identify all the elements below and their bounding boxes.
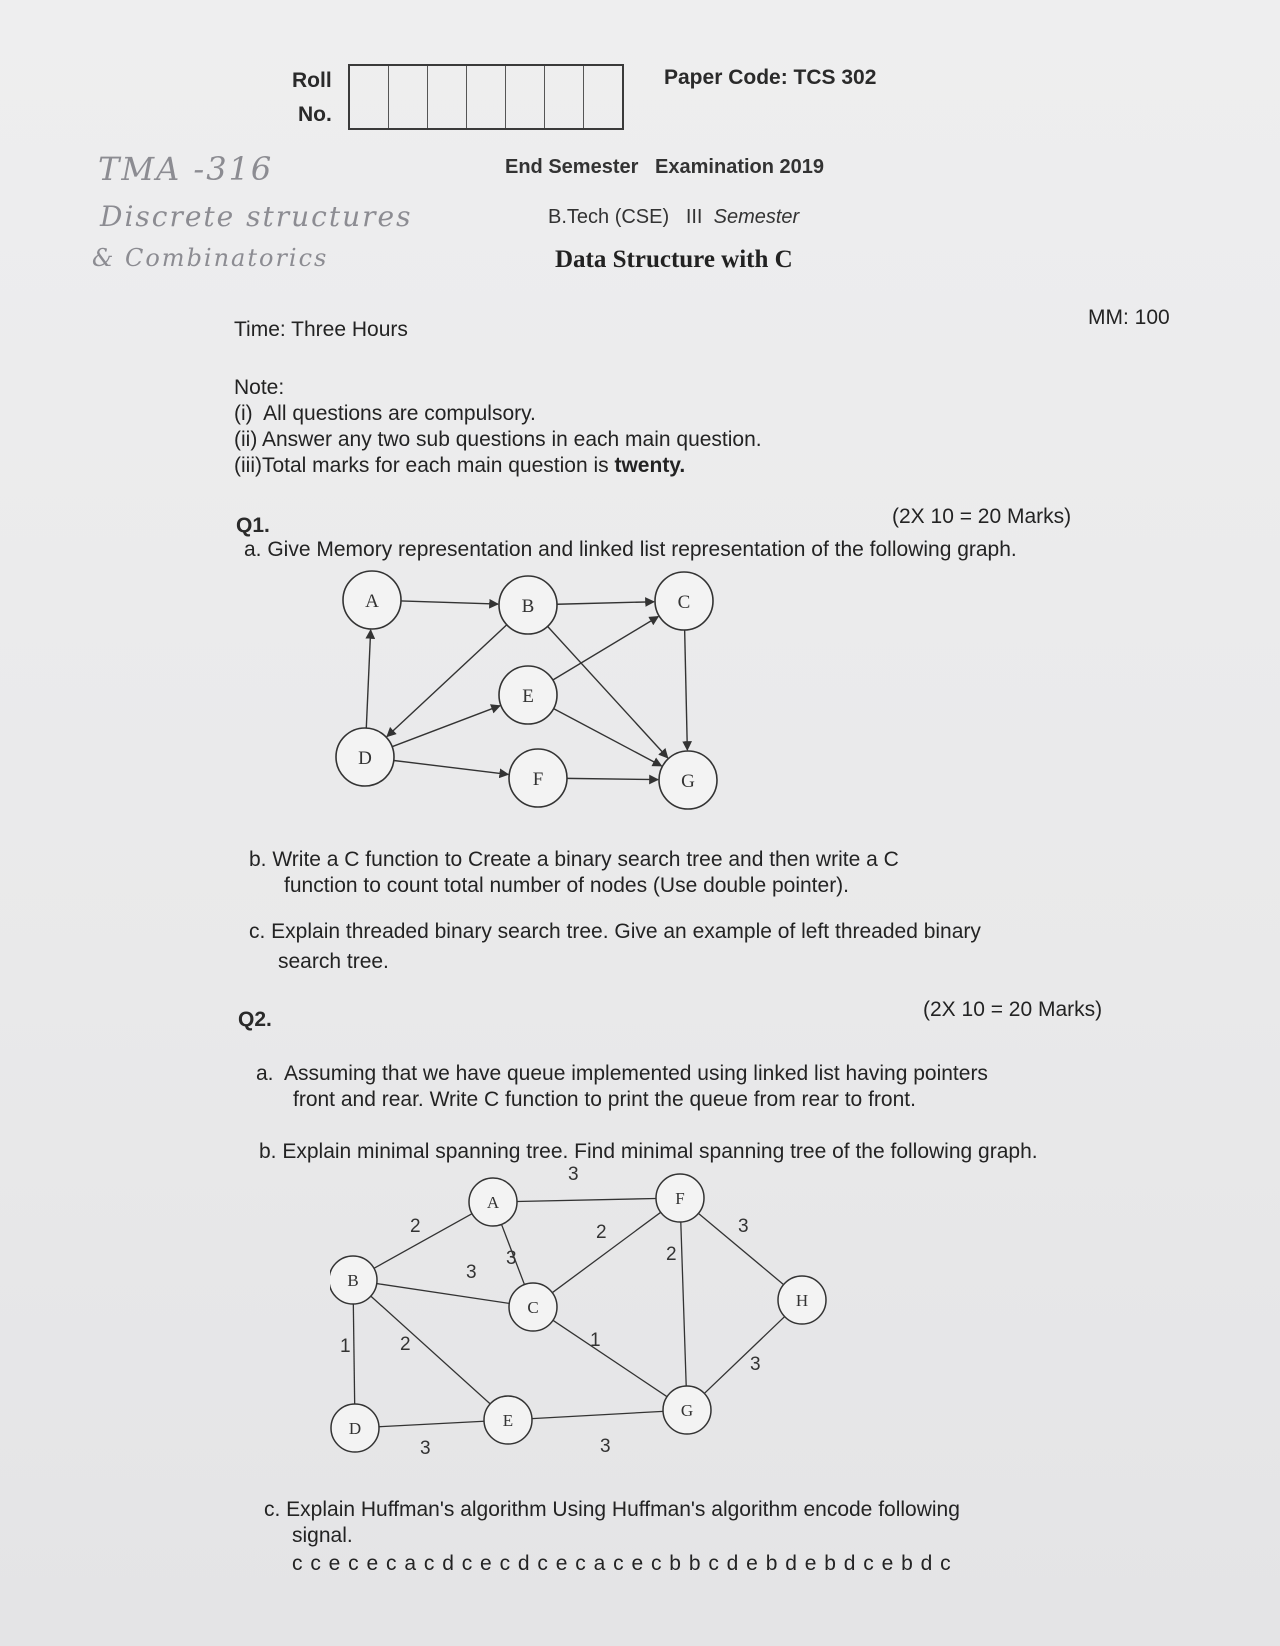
- q1-label: Q1.: [236, 514, 270, 537]
- q1-directed-graph: [320, 565, 760, 825]
- q2-part-a-line1: a. Assuming that we have queue implemented using linked list having pointers: [256, 1062, 988, 1085]
- handwritten-note-2: Discrete structures: [100, 200, 413, 233]
- edge-B-E: [371, 1296, 490, 1404]
- edge-F-G: [681, 1222, 686, 1386]
- roll-label-1: Roll: [292, 69, 332, 92]
- q1-part-b-line1: b. Write a C function to Create a binary search tree and then write a C: [249, 848, 899, 871]
- edge-E-G: [554, 709, 662, 766]
- handwritten-note-1: TMA -316: [98, 150, 274, 188]
- weight-D-E: 3: [420, 1438, 431, 1459]
- weight-A-F: 3: [568, 1164, 579, 1185]
- subject-title: Data Structure with C: [555, 246, 793, 273]
- q1-part-c-line2: search tree.: [278, 950, 389, 973]
- node-label-E: E: [522, 686, 534, 707]
- node-label-F: F: [675, 1189, 685, 1208]
- q2-part-c-line2: signal.: [292, 1524, 353, 1547]
- weight-B-C: 3: [466, 1262, 477, 1283]
- q2-part-b: b. Explain minimal spanning tree. Find minimal spanning tree of the following graph.: [259, 1140, 1038, 1163]
- edge-D-E: [379, 1421, 484, 1426]
- exam-title: End Semester Examination 2019: [505, 156, 825, 178]
- paper-code: Paper Code: TCS 302: [664, 66, 877, 89]
- q2-marks: (2X 10 = 20 Marks): [923, 998, 1103, 1021]
- edge-G-H: [704, 1317, 784, 1394]
- edge-B-C: [557, 602, 654, 604]
- weight-E-G: 3: [600, 1436, 611, 1457]
- edge-D-F: [394, 760, 508, 774]
- edge-E-C: [553, 616, 658, 680]
- roll-cell: [350, 66, 389, 128]
- node-label-G: G: [680, 1401, 694, 1420]
- roll-cell: [584, 66, 622, 128]
- edge-B-D: [387, 625, 507, 737]
- node-label-H: H: [795, 1291, 809, 1310]
- note-item-2: (ii) Answer any two sub questions in each main question.: [234, 428, 762, 451]
- weight-B-E: 2: [400, 1334, 411, 1355]
- handwritten-note-3: & Combinatorics: [92, 244, 329, 272]
- node-label-D: D: [348, 1419, 362, 1438]
- node-label-B: B: [347, 1271, 359, 1290]
- roll-cell: [428, 66, 467, 128]
- edge-C-G: [685, 630, 688, 750]
- weight-C-G: 1: [590, 1330, 601, 1351]
- roll-cell: [467, 66, 506, 128]
- edge-C-G: [553, 1320, 667, 1396]
- edge-D-E: [392, 706, 500, 747]
- edge-A-B: [374, 1214, 472, 1269]
- edge-E-G: [532, 1411, 663, 1418]
- node-label-D: D: [358, 748, 372, 769]
- q2-label: Q2.: [238, 1008, 272, 1031]
- node-label-C: C: [527, 1298, 539, 1317]
- edge-A-F: [517, 1199, 656, 1202]
- edge-A-B: [401, 601, 498, 604]
- q2-weighted-graph: [330, 1160, 850, 1480]
- edge-D-A: [366, 630, 370, 728]
- node-label-E: E: [502, 1411, 514, 1430]
- roll-number-grid: [348, 64, 624, 130]
- edge-B-C: [377, 1284, 510, 1304]
- roll-cell: [506, 66, 545, 128]
- note-label: Note:: [234, 376, 285, 399]
- edge-F-G: [567, 778, 658, 779]
- q1-part-a: a. Give Memory representation and linked list representation of the following graph.: [244, 538, 1017, 561]
- q1-marks: (2X 10 = 20 Marks): [892, 505, 1072, 528]
- q1-part-c-line1: c. Explain threaded binary search tree. Give an example of left threaded binary: [249, 920, 981, 943]
- q2-part-a-line2: front and rear. Write C function to print the queue from rear to front.: [293, 1088, 916, 1111]
- node-label-A: A: [365, 591, 379, 612]
- node-label-G: G: [681, 771, 695, 792]
- edge-B-G: [548, 626, 668, 757]
- roll-label-2: No.: [298, 103, 332, 126]
- weight-F-H: 3: [738, 1216, 749, 1237]
- roll-cell: [545, 66, 584, 128]
- node-label-A: A: [486, 1193, 500, 1212]
- note-item-1: (i) All questions are compulsory.: [234, 402, 536, 425]
- weight-G-H: 3: [750, 1354, 761, 1375]
- huffman-signal: c c e c e c a c d c e c d c e c a c e c b b c d e b d e b d c e b d c: [292, 1552, 952, 1575]
- q1-part-b-line2: function to count total number of nodes (Use double pointer).: [284, 874, 850, 897]
- weight-A-C: 3: [506, 1248, 517, 1269]
- weight-B-D: 1: [340, 1336, 351, 1357]
- node-label-B: B: [521, 596, 535, 617]
- edge-B-D: [353, 1304, 354, 1404]
- q2-part-c-line1: c. Explain Huffman's algorithm Using Huffman's algorithm encode following: [264, 1498, 960, 1521]
- weight-C-F: 2: [596, 1222, 607, 1243]
- weight-F-G: 2: [666, 1244, 677, 1265]
- weight-A-B: 2: [410, 1216, 421, 1237]
- max-marks: MM: 100: [1088, 306, 1170, 329]
- note-item-3: (iii)Total marks for each main question is twenty.: [234, 454, 686, 477]
- node-label-C: C: [677, 592, 691, 613]
- time-allowed: Time: Three Hours: [234, 318, 408, 341]
- node-label-F: F: [532, 769, 544, 790]
- program-line: B.Tech (CSE) III Semester: [548, 206, 800, 228]
- roll-cell: [389, 66, 428, 128]
